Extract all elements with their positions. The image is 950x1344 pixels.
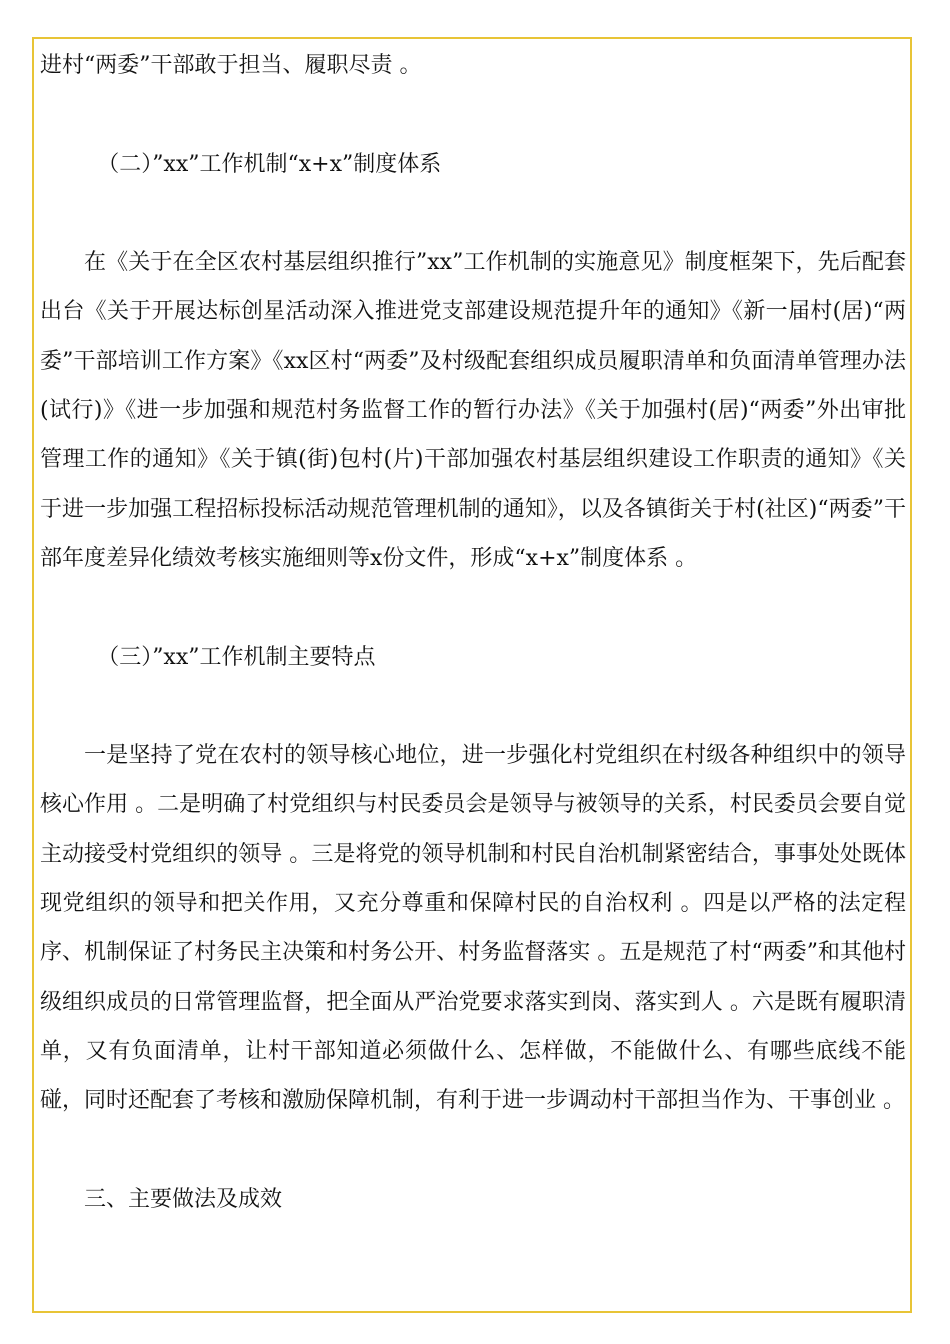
spacer	[40, 90, 906, 139]
spacer	[40, 1126, 906, 1175]
spacer	[40, 189, 906, 238]
paragraph-system-framework: 在《关于在全区农村基层组织推行”xx”工作机制的实施意见》制度框架下，先后配套出台《关于开展达标创星活动深入推进党支部建设规范提升年的通知》《新一届村(居)“两委”干部培训工作方案》《xx区村“两委”及村级配套组织成员履职清单和负面清单管理办法(试行)》《进一步加强和规范村务监督工作的暂行办法》《关于加强村(居)“两委”外出审批管理工作的通知》《关于镇(街)包村(片)干部加强农村基层组织建设工作职责的通知》《关于进一步加强工程招标投标活动规范管理机制的通知》，以及各镇街关于村(社区)“两委”干部年度差异化绩效考核实施细则等x份文件，形成“x+x”制度体系 。	[40, 250, 906, 571]
document-body	[40, 41, 906, 1224]
continued-paragraph: 进村“两委”干部敢于担当、履职尽责 。	[40, 53, 422, 78]
section-heading-3: 三、主要做法及成效	[84, 1186, 283, 1212]
spacer	[40, 583, 906, 632]
spacer	[40, 682, 906, 731]
subheading-3: （三）”xx”工作机制主要特点	[97, 644, 376, 670]
subheading-2: （二）”xx”工作机制“x+x”制度体系	[97, 151, 442, 177]
paragraph-main-features: 一是坚持了党在农村的领导核心地位，进一步强化村党组织在村级各种组织中的领导核心作用 。二是明确了村党组织与村民委员会是领导与被领导的关系，村民委员会要自觉主动接受村党组织的领导 。三是将党的领导机制和村民自治机制紧密结合，事事处处既体现党组织的领导和把关作用，又充分尊重和保障村民的自治权利 。四是以严格的法定程序、机制保证了村务民主决策和村务公开、村务监督落实 。五是规范了村“两委”和其他村级组织成员的日常管理监督，把全面从严治党要求落实到岗、落实到人 。六是既有履职清单，又有负面清单，让村干部知道必须做什么、怎样做，不能做什么、有哪些底线不能碰，同时还配套了考核和激励保障机制，有利于进一步调动村干部担当作为、干事创业 。	[40, 743, 906, 1114]
